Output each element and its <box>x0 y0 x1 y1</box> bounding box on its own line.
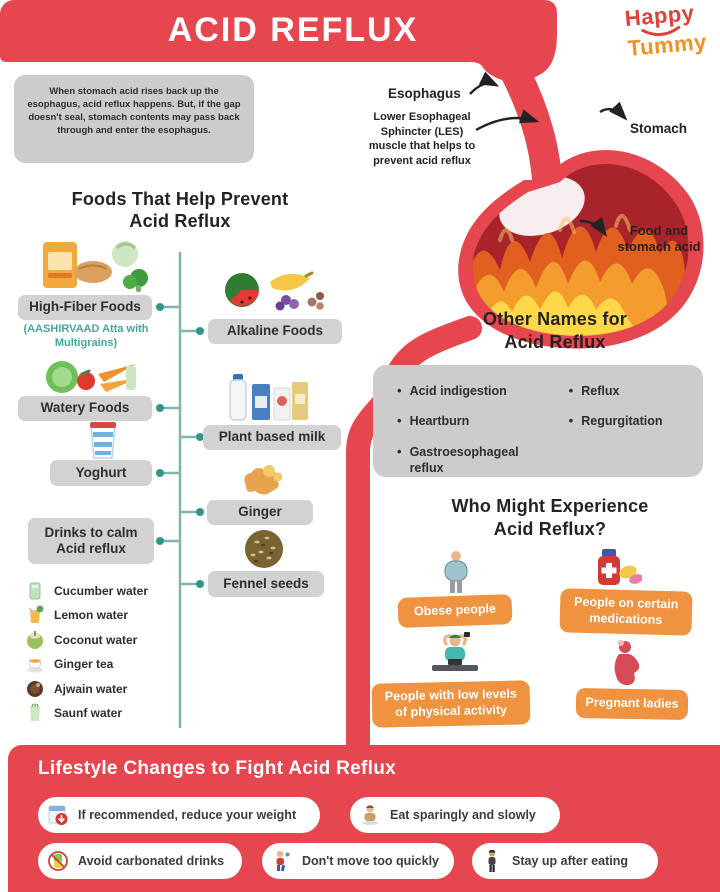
other-names-column2 <box>569 383 693 467</box>
yoghurt-image <box>86 418 120 460</box>
drink-label: Ginger tea <box>54 657 114 671</box>
alkaline-foods-image <box>220 262 328 314</box>
stomach-label: Stomach <box>630 121 688 136</box>
who-heading-line1: Who Might Experience <box>451 496 649 516</box>
other-names-heading <box>420 308 690 354</box>
drink-label: Coconut water <box>54 632 138 647</box>
pregnant-lady-icon <box>604 640 648 688</box>
plant-milk-image <box>226 368 310 426</box>
food-pill-yoghurt: Yoghurt <box>50 460 152 486</box>
happy-tummy-logo <box>604 1 718 61</box>
sedentary-person-icon <box>428 632 482 680</box>
list-item: • Heartburn <box>397 413 470 429</box>
list-item: • Reflux <box>568 383 620 398</box>
medications-icon <box>594 548 642 588</box>
ginger-image <box>240 462 282 500</box>
page-title: ACID REFLUX <box>167 11 419 49</box>
list-item <box>26 605 186 626</box>
list-item: • Gastroesophageal reflux <box>397 443 519 475</box>
other-names-box <box>373 365 703 477</box>
who-badge-medications: People on certain medications <box>559 588 692 635</box>
bullet-icon: • <box>397 443 402 459</box>
ajwain-water-icon <box>26 679 44 699</box>
list-item <box>26 654 186 675</box>
list-item <box>26 703 186 724</box>
foods-heading <box>20 188 340 232</box>
food-pill-watery: Watery Foods <box>18 396 152 421</box>
high-fiber-foods-image <box>35 236 155 294</box>
esophagus-tube <box>516 74 548 186</box>
food-pill-ginger: Ginger <box>207 500 313 525</box>
list-item: • Regurgitation <box>568 413 663 429</box>
lifestyle-pill-label: Avoid carbonated drinks <box>78 854 225 868</box>
lifestyle-pill-label: Don't move too quickly <box>302 854 440 868</box>
list-item: • Acid indigestion <box>397 383 507 398</box>
stomach-arrow <box>600 109 625 118</box>
food-pill-plant-milk: Plant based milk <box>203 425 341 450</box>
bullet-icon: • <box>568 413 574 429</box>
obese-person-icon <box>440 550 472 594</box>
acid-label <box>608 223 710 255</box>
list-item <box>26 629 186 650</box>
other-names-column1 <box>397 383 569 475</box>
drink-label: Ajwain water <box>54 681 128 696</box>
lifestyle-pill-stay-up <box>472 843 658 879</box>
foods-heading-line1: Foods That Help Prevent <box>71 189 289 209</box>
saunf-water-icon <box>26 703 44 723</box>
acid-label-line2: stomach acid <box>617 239 701 254</box>
fennel-seeds-image <box>243 528 285 570</box>
standing-person-icon <box>481 850 503 872</box>
who-heading-line2: Acid Reflux? <box>493 519 607 539</box>
weight-scale-icon <box>47 804 69 826</box>
who-badge-pregnant: Pregnant ladies <box>576 688 689 720</box>
food-pill-fennel: Fennel seeds <box>208 571 324 597</box>
lifestyle-pill-label: Stay up after eating <box>512 854 628 868</box>
list-item <box>26 678 186 699</box>
high-fiber-note: (AASHIRVAAD Atta with Multigrains) <box>23 323 149 349</box>
who-badge-low-activity: People with low levels of physical activity <box>372 680 531 727</box>
bullet-icon: • <box>568 383 574 398</box>
lifestyle-heading: Lifestyle Changes to Fight Acid Reflux <box>38 758 397 779</box>
food-pill-high-fiber: High-Fiber Foods <box>18 295 152 320</box>
list-item <box>26 580 186 601</box>
lifestyle-pill-move <box>262 843 454 879</box>
other-names-heading-line2: Acid Reflux <box>504 332 606 352</box>
lifestyle-pill-weight <box>38 797 320 833</box>
lemon-water-icon <box>26 605 44 625</box>
bullet-icon: • <box>397 413 402 429</box>
lifestyle-pill-no-soda <box>38 843 242 879</box>
ginger-tea-icon <box>26 654 44 674</box>
who-heading <box>400 495 700 541</box>
eating-person-icon <box>359 804 381 826</box>
esophagus-arrow <box>470 83 496 94</box>
food-pill-drinks: Drinks to calm Acid reflux <box>28 518 154 564</box>
food-pill-alkaline: Alkaline Foods <box>208 319 342 344</box>
moving-person-icon <box>271 850 293 872</box>
calming-drinks-list <box>26 580 186 724</box>
logo-word-tummy: Tummy <box>626 29 708 61</box>
drink-label: Cucumber water <box>54 583 149 598</box>
lifestyle-pill-eat <box>350 797 560 833</box>
no-soda-icon <box>47 850 69 872</box>
intro-text-box: When stomach acid rises back up the esophagus, acid reflux happens. But, if the gap doesn't seal, stomach contents may pass back through and enter the esophagus. <box>14 75 254 163</box>
bullet-icon: • <box>397 383 402 398</box>
other-names-heading-line1: Other Names for <box>482 309 628 329</box>
coconut-water-icon <box>26 630 44 650</box>
drink-label: Saunf water <box>54 706 123 720</box>
esophagus-label: Esophagus <box>388 86 461 101</box>
acid-label-line1: Food and <box>629 223 689 238</box>
lifestyle-pill-label: Eat sparingly and slowly <box>390 808 536 822</box>
lifestyle-pill-label: If recommended, reduce your weight <box>78 808 297 822</box>
les-label: Lower Esophageal Sphincter (LES) muscle that helps to prevent acid reflux <box>368 111 476 167</box>
logo-word-happy: Happy <box>623 0 696 32</box>
who-badge-obese: Obese people <box>398 594 513 628</box>
foods-heading-line2: Acid Reflux <box>129 211 231 231</box>
cucumber-water-icon <box>26 581 44 601</box>
drink-label: Lemon water <box>54 608 129 622</box>
watery-foods-image <box>42 352 142 396</box>
